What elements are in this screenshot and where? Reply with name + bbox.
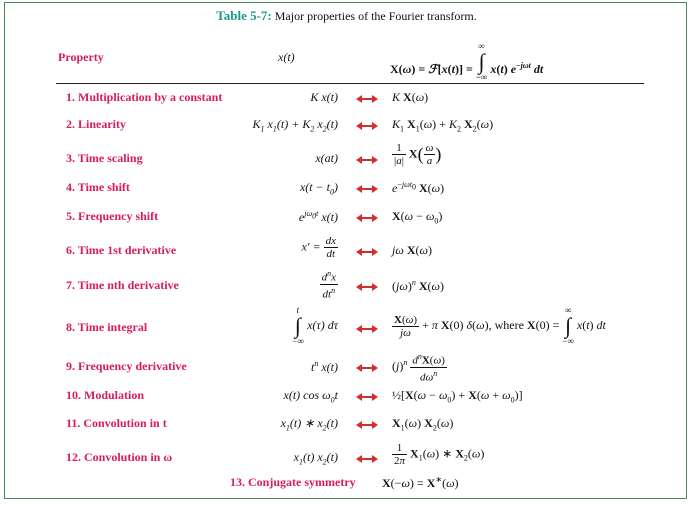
table-row — [0, 305, 693, 346]
frequency-expression: $K_1$ $X_1(\omega) + K_2$ $X_2(\omega)$ — [392, 117, 494, 134]
property-name: 13. Conjugate symmetry — [230, 475, 356, 489]
time-expression: $x(t - t_0)$ — [299, 180, 338, 197]
frequency-expression: $\frac{1}{2\pi}$ $X_1(\omega)$ ∗ $X_2(\omega)$ — [394, 442, 485, 467]
double-arrow-icon — [356, 213, 378, 223]
double-arrow-icon — [356, 324, 378, 334]
table-row — [0, 209, 693, 229]
double-arrow-icon — [356, 155, 378, 165]
table-row — [0, 180, 693, 200]
time-expression: $x_1(t)$ ∗ $x_2(t)$ — [280, 416, 338, 433]
double-arrow-icon — [356, 247, 378, 257]
frequency-expression: $X(\omega - \omega_0)$ — [392, 209, 443, 226]
property-name: 3. Time scaling — [66, 151, 143, 165]
double-arrow-icon — [356, 363, 378, 373]
double-arrow-icon — [356, 184, 378, 194]
double-arrow-icon — [356, 121, 378, 131]
time-expression: $\frac{d^nx}{dt^n}$ — [321, 269, 336, 301]
frequency-expression: $(j)^n$ $\frac{d^nX(\omega)}{d\omega^n}$ — [392, 352, 445, 384]
time-expression: $K_1$ $x_1(t) + K_2$ $x_2(t)$ — [252, 117, 338, 134]
frequency-expression: ½[X(ω − $\omega_0) + X(\omega + \omega_0)$] — [392, 388, 523, 405]
table-row — [0, 352, 693, 384]
frequency-expression: $\frac{1}{|a|}$ X( $\frac{\omega}{a}$ ) — [394, 142, 442, 167]
frequency-expression: $(j\omega)^n$ X(ω) — [392, 278, 444, 293]
property-name: 11. Convolution in t — [66, 416, 167, 430]
double-arrow-icon — [356, 282, 378, 292]
table-row — [0, 269, 693, 301]
time-expression: K x(t) — [310, 90, 338, 104]
table-row — [0, 90, 693, 110]
header-time-function: x(t) — [278, 50, 295, 64]
time-expression: $e^{j\omega_0t}$ x(t) — [298, 209, 338, 224]
time-expression: x′ = $\frac{dx}{dt}$ — [301, 235, 336, 260]
time-expression: x(t) $\cos \omega_0t$ — [283, 388, 338, 405]
property-name: 9. Frequency derivative — [66, 359, 187, 373]
double-arrow-icon — [356, 392, 378, 402]
time-expression: $t^n$ x(t) — [310, 359, 338, 374]
property-name: 5. Frequency shift — [66, 209, 159, 223]
header-fourier-transform: X(ω) = ℱ[x(t)] = ∞ ∫ −∞ x(t) $e^{-j\omega t}$ dt — [390, 41, 544, 82]
property-name: 10. Modulation — [66, 388, 145, 402]
property-name: 8. Time integral — [66, 320, 148, 334]
frequency-expression: X(−ω) = X∗(ω) — [382, 475, 459, 490]
table-label: Table 5-7: — [216, 8, 272, 23]
double-arrow-icon — [356, 94, 378, 104]
property-name: 12. Convolution in ω — [66, 450, 173, 464]
frequency-expression: $X_1(\omega)$ $X_2(\omega)$ — [392, 416, 454, 433]
property-name: 4. Time shift — [66, 180, 130, 194]
header-rule — [56, 83, 644, 84]
table-row — [0, 442, 693, 470]
property-name: 1. Multiplication by a constant — [66, 90, 223, 104]
property-name: 6. Time 1st derivative — [66, 243, 177, 257]
property-name: 7. Time nth derivative — [66, 278, 179, 292]
header-property: Property — [58, 50, 104, 64]
frequency-expression: $\frac{X(\omega)}{j\omega}$ + π X(0) δ(ω), where X(0) = ∞ ∫ −∞ x(t) dt — [394, 305, 606, 346]
table-caption: Major properties of the Fourier transform. — [274, 9, 477, 23]
table-row — [0, 117, 693, 137]
frequency-expression: K X(ω) — [392, 90, 429, 104]
double-arrow-icon — [356, 454, 378, 464]
frequency-expression: jω X(ω) — [392, 243, 432, 257]
property-name: 2. Linearity — [66, 117, 126, 131]
table-row — [0, 142, 693, 171]
time-expression: $x_1(t)$ $x_2(t)$ — [293, 450, 338, 467]
double-arrow-icon — [356, 420, 378, 430]
time-expression: x(at) — [315, 151, 338, 165]
time-expression: t ∫ −∞ x(τ) dτ — [291, 305, 338, 346]
frequency-expression: $e^{-j\omega t_0}$ X(ω) — [392, 180, 445, 195]
table-row — [0, 388, 693, 408]
table-title — [0, 8, 693, 24]
table-row — [0, 235, 693, 263]
table-row — [0, 416, 693, 436]
table-row — [0, 475, 693, 493]
